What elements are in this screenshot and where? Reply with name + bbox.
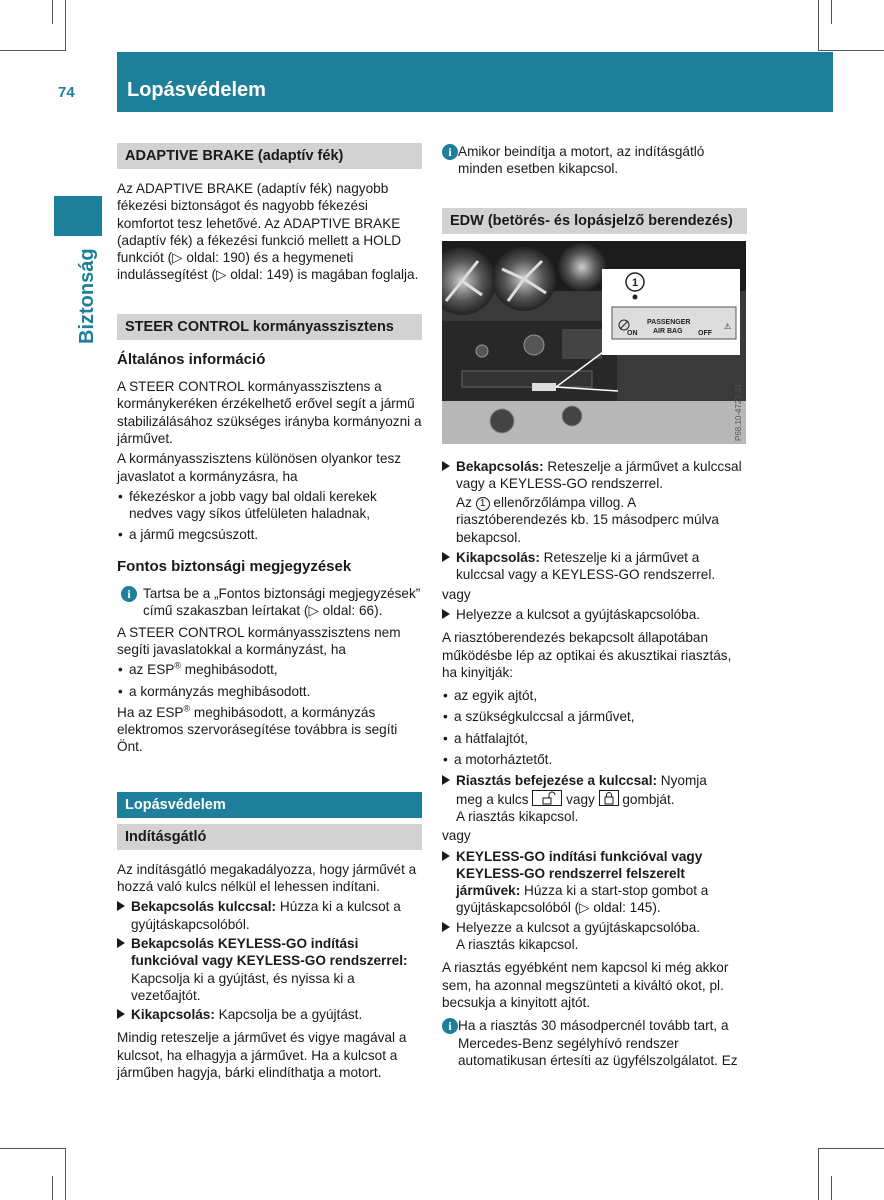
crop-mark [65, 1148, 66, 1200]
crop-mark [65, 0, 66, 50]
photo-label-on: ON [627, 329, 638, 337]
right-column [442, 143, 747, 1073]
text: Az [456, 495, 476, 511]
info-note [442, 1017, 747, 1069]
step-text: vagy [562, 791, 599, 807]
step-item [442, 919, 747, 954]
bullet-icon: • [443, 688, 448, 704]
section-heading-edw: EDW (betörés- és lopásjelző berendezés) [442, 208, 747, 234]
section-heading-lopasvedelem: Lopásvédelem [117, 792, 422, 818]
list-item [442, 730, 747, 747]
bullet-icon: • [443, 752, 448, 768]
paragraph: A STEER CONTROL kormányasszisztens a kormánykeréken érzékelhető erővel segít a jármű stabilizálásához szükséges irányba kormányozni a járművet. [117, 379, 422, 446]
photo-label-passenger: PASSENGER [647, 318, 691, 326]
info-icon: i [442, 1018, 458, 1034]
text: meghibásodott, a kormányzás elektromos szervorásegítése továbbra is segíti Önt. [117, 704, 398, 755]
crop-mark [52, 0, 53, 24]
arrow-icon [442, 851, 450, 861]
left-column [117, 143, 422, 1084]
dashboard-photo [442, 241, 746, 444]
crop-mark [0, 1148, 66, 1149]
step-item [117, 1006, 422, 1023]
page-title: Lopásvédelem [127, 79, 266, 101]
list-item-text: a motorháztetőt. [454, 752, 553, 768]
list-item-text: a hátfalajtót, [454, 730, 529, 746]
paragraph: A STEER CONTROL kormányasszisztens nem segíti javaslatokkal a kormányzást, ha [117, 624, 401, 657]
arrow-icon [442, 461, 450, 471]
step-label: Bekapcsolás KEYLESS-GO indítási funkcióval vagy KEYLESS-GO rendszerrel: [131, 935, 408, 969]
crop-mark [818, 50, 884, 51]
list-item [117, 488, 422, 523]
step-text: Kapcsolja be a gyújtást. [214, 1007, 363, 1023]
bullet-icon: • [118, 527, 123, 543]
list-item-text: az ESP [129, 662, 175, 678]
arrow-icon [442, 552, 450, 562]
unlock-key-icon [532, 790, 562, 806]
list-item-text: fékezéskor a jobb vagy bal oldali kerekek nedves vagy síkos útfelületen haladnak, [129, 488, 377, 522]
side-label: Biztonság [76, 248, 98, 344]
list-item-text: meghibásodott, [180, 662, 278, 678]
photo-label-airbag: AIR BAG [653, 327, 683, 335]
step-item [442, 606, 747, 623]
arrow-icon [442, 775, 450, 785]
list-item-text: a kormányzás meghibásodott. [129, 683, 311, 699]
step-text: gombját. [618, 791, 675, 807]
step-item [442, 549, 747, 584]
arrow-icon [117, 938, 125, 948]
step-label: Riasztás befejezése a kulccsal: [456, 773, 657, 789]
info-text: Ha a riasztás 30 másodpercnél tovább tart, a Mercedes-Benz segélyhívó rendszer automatikusan értesíti az ügyfélszolgálatot. Ez [458, 1018, 738, 1068]
photo-code: P68.10-4727-31 [734, 383, 743, 441]
crop-mark [818, 1148, 884, 1149]
callout-number: 1 [476, 497, 490, 511]
step-text: Nyomja [657, 773, 707, 789]
crop-mark [818, 0, 819, 50]
bullet-icon: • [118, 683, 123, 699]
list-item [117, 526, 422, 543]
list-item [117, 661, 422, 678]
step-item [117, 935, 422, 1004]
text: ellenőrzőlámpa villog. A riasztóberendezés kb. 15 másodperc múlva bekapcsol. [456, 495, 719, 545]
svg-text:⚠: ⚠ [724, 321, 732, 331]
section-heading-adaptive-brake: ADAPTIVE BRAKE (adaptív fék) [117, 143, 422, 169]
paragraph: vagy [442, 828, 471, 844]
info-text: Amikor beindítja a motort, az indításgátló minden esetben kikapcsol. [458, 144, 705, 177]
paragraph [442, 494, 747, 546]
section-heading-steer-control: STEER CONTROL kormányasszisztens [117, 314, 422, 340]
subheading-general: Általános információ [117, 350, 266, 368]
callout-number: 1 [631, 276, 639, 289]
step-text: Helyezze a kulcsot a gyújtáskapcsolóba. [456, 606, 701, 622]
lock-key-icon [599, 790, 619, 806]
dashboard-illustration [442, 241, 746, 444]
list-item [117, 683, 422, 700]
step-text: meg a kulcs [456, 791, 533, 807]
bullet-icon: • [118, 662, 123, 678]
crop-mark [818, 1148, 819, 1200]
subheading-safety: Fontos biztonsági megjegyzések [117, 557, 352, 575]
step-label: KEYLESS-GO indítási funkcióval vagy KEYLESS-GO rendszerrel felszerelt járművek: [456, 848, 703, 899]
list-item-text: a jármű megcsúszott. [129, 527, 259, 543]
bullet-icon: • [443, 709, 448, 725]
step-item [117, 898, 422, 933]
registered-mark: ® [183, 703, 191, 714]
page-number: 74 [58, 84, 75, 101]
list-item [442, 708, 747, 725]
list-item [442, 687, 747, 704]
paragraph: Mindig reteszelje a járművet és vigye magával a kulcsot, ha elhagyja a járművet. Ha a kulcsot a járműben hagyja, bárki elindíthatja a motort. [117, 1030, 407, 1080]
step-text: Reteszelje a járművet a kulccsal vagy a KEYLESS-GO rendszerrel. [456, 458, 742, 491]
bullet-icon: • [118, 488, 123, 504]
arrow-icon [442, 922, 450, 932]
crop-mark [831, 0, 832, 24]
step-label: Bekapcsolás: [456, 458, 544, 474]
registered-mark: ® [174, 660, 181, 671]
paragraph: vagy [442, 586, 471, 602]
step-item [442, 458, 747, 493]
step-item [442, 848, 747, 917]
paragraph: Az indításgátló megakadályozza, hogy járművét a hozzá való kulcs nélkül el lehessen indítani. [117, 861, 417, 895]
step-text: Kapcsolja ki a gyújtást, és nyissa ki a vezetőajtót. [131, 970, 355, 1003]
info-icon: i [121, 586, 137, 602]
list-item [442, 751, 747, 768]
arrow-icon [442, 609, 450, 619]
arrow-icon [117, 1009, 125, 1019]
info-note [442, 143, 747, 178]
step-text: Húzza ki a kulcsot a gyújtáskapcsolóból. [131, 899, 401, 932]
section-heading-inditasgatlo: Indításgátló [117, 824, 422, 850]
step-text: Húzza ki a start-stop gombot a gyújtáskapcsolóból (▷ oldal: 145). [456, 883, 709, 916]
photo-label-off: OFF [698, 329, 712, 337]
paragraph: A riasztás egyébként nem kapcsol ki még akkor sem, ha azonnal megszünteti a kiváltó okot, pl. becsukja a kinyitott ajtót. [442, 960, 729, 1010]
step-text: Helyezze a kulcsot a gyújtáskapcsolóba. [456, 919, 701, 935]
text: Ha az ESP [117, 704, 184, 720]
info-note [117, 585, 422, 620]
step-label: Kikapcsolás: [456, 550, 540, 566]
list-item-text: a szükségkulccsal a járművet, [454, 709, 635, 725]
paragraph: Az ADAPTIVE BRAKE (adaptív fék) nagyobb fékezési biztonságot és nagyobb fékezési komfortot tesz lehetővé. Az ADAPTIVE BRAKE (adaptív fék) a fékezési funkció mellett a HOLD funkciót (▷ oldal: 190) és a hegymeneti indulássegítést (▷ oldal: 149) is magában foglalja. [117, 181, 419, 283]
side-tab [54, 196, 102, 236]
paragraph: A kormányasszisztens különösen olyankor tesz javaslatot a kormányzásra, ha [117, 451, 402, 484]
info-text: Tartsa be a „Fontos biztonsági megjegyzések” című szakaszban leírtakat (▷ oldal: 66). [143, 586, 421, 619]
step-text: A riasztás kikapcsol. [456, 937, 579, 953]
step-label: Bekapcsolás kulccsal: [131, 899, 277, 915]
arrow-icon [117, 901, 125, 911]
step-label: Kikapcsolás: [131, 1007, 215, 1023]
step-item [442, 772, 747, 825]
step-text: A riasztás kikapcsol. [456, 808, 579, 824]
step-text: Reteszelje ki a járművet a kulccsal vagy a KEYLESS-GO rendszerrel. [456, 550, 716, 583]
crop-mark [831, 1176, 832, 1200]
info-icon: i [442, 144, 458, 160]
bullet-icon: • [443, 730, 448, 746]
paragraph: A riasztóberendezés bekapcsolt állapotában működésbe lép az optikai és akusztikai riasztás, ha kinyitják: [442, 630, 732, 680]
list-item-text: az egyik ajtót, [454, 688, 538, 704]
crop-mark [0, 50, 66, 51]
crop-mark [52, 1176, 53, 1200]
paragraph [117, 704, 422, 756]
